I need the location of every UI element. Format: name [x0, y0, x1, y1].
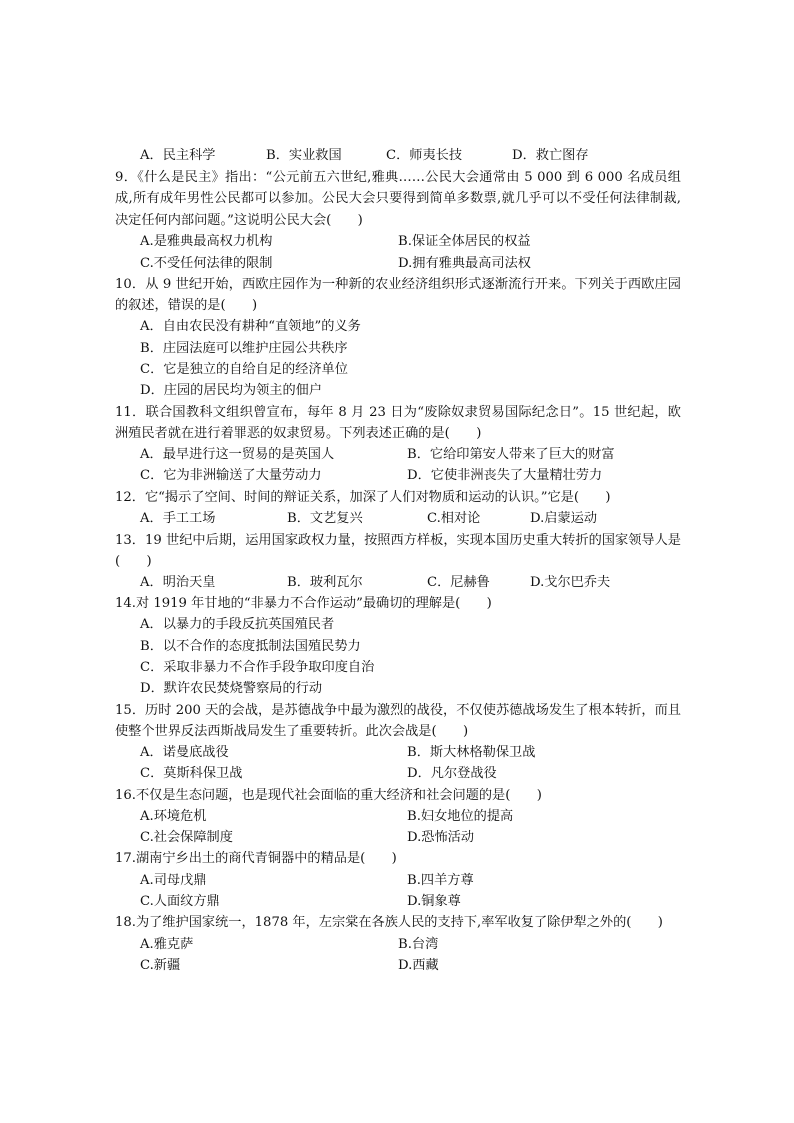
q9-option-a: A.是雅典最高权力机构 [140, 234, 273, 249]
q10-option-c: C．它是独立的自给自足的经济单位 [140, 362, 348, 377]
q18-option-b: B.台湾 [398, 937, 439, 952]
q8-option-c: C．师夷长技 [386, 148, 463, 163]
q18-stem: 18.为了维护国家统一，1878 年，左宗棠在各族人民的支持下,率军收复了除伊犁之外的( ) [115, 915, 663, 930]
q10-option-b: B．庄园法庭可以维护庄园公共秩序 [140, 341, 348, 356]
q8-option-d: D．救亡图存 [512, 148, 589, 163]
q11-option-b: B．它给印第安人带来了巨大的财富 [407, 447, 615, 462]
q12-option-b: B．文艺复兴 [287, 511, 363, 526]
q10-option-a: A．自由农民没有耕种“直领地”的义务 [140, 319, 361, 334]
q17-option-c: C.人面纹方鼎 [140, 894, 220, 909]
q14-option-d: D．默许农民焚烧警察局的行动 [140, 681, 323, 696]
q8-option-b: B．实业救国 [266, 148, 342, 163]
q16-option-a: A.环境危机 [140, 809, 207, 824]
q17-option-b: B.四羊方尊 [407, 873, 474, 888]
q14-option-b: B．以不合作的态度抵制法国殖民势力 [140, 639, 361, 654]
q14-option-c: C．采取非暴力不合作手段争取印度自治 [140, 660, 375, 675]
q15-option-a: A．诺曼底战役 [140, 745, 229, 760]
q12-option-a: A．手工工场 [140, 511, 216, 526]
q9-stem: 9．《什么是民主》指出：“公元前五六世纪,雅典……公民大会通常由 5 000 到 6 000 名成员组成,所有成年男性公民都可以参加。公民大会只要得到简单多数票,就几乎可以不受任何法律制裁,决定任何内部问题。”这说明公民大会( ) [115, 170, 681, 228]
q13-option-c: C．尼赫鲁 [427, 575, 490, 590]
q13-option-b: B．玻利瓦尔 [287, 575, 363, 590]
q11-stem: 11．联合国教科文组织曾宣布，每年 8 月 23 日为“废除奴隶贸易国际纪念日”。15 世纪起，欧洲殖民者就在进行着罪恶的奴隶贸易。下列表述正确的是( ) [115, 405, 681, 442]
q14-option-a: A．以暴力的手段反抗英国殖民者 [140, 617, 335, 632]
q15-option-c: C．莫斯科保卫战 [140, 766, 243, 781]
q15-stem: 15．历时 200 天的会战，是苏德战争中最为激烈的战役，不仅使苏德战场发生了根本转折，而且使整个世界反法西斯战局发生了重要转折。此次会战是( ) [115, 703, 681, 740]
q16-stem: 16.不仅是生态问题，也是现代社会面临的重大经济和社会问题的是( ) [115, 788, 542, 803]
q9-option-c: C.不受任何法律的限制 [140, 256, 273, 271]
q18-option-a: A.雅克萨 [140, 937, 194, 952]
q13-option-d: D.戈尔巴乔夫 [530, 575, 611, 590]
q16-option-c: C.社会保障制度 [140, 830, 233, 845]
q15-option-b: B．斯大林格勒保卫战 [407, 745, 536, 760]
q9-option-d: D.拥有雅典最高司法权 [398, 256, 531, 271]
q16-option-d: D.恐怖活动 [407, 830, 475, 845]
q14-stem: 14.对 1919 年甘地的“非暴力不合作运动”最确切的理解是( ) [115, 596, 492, 611]
q15-option-d: D．凡尔登战役 [407, 766, 497, 781]
q17-option-a: A.司母戊鼎 [140, 873, 207, 888]
q12-option-c: C.相对论 [427, 511, 481, 526]
q9-option-b: B.保证全体居民的权益 [398, 234, 531, 249]
q12-stem: 12．它“揭示了空间、时间的辩证关系，加深了人们对物质和运动的认识。”它是( ) [115, 490, 611, 505]
q13-stem: 13．19 世纪中后期，运用国家政权力量，按照西方样板，实现本国历史重大转折的国家领导人是( ) [115, 533, 681, 570]
q16-option-b: B.妇女地位的提高 [407, 809, 514, 824]
q8-option-a: A．民主科学 [140, 148, 216, 163]
q10-option-d: D．庄园的居民均为领主的佃户 [140, 383, 323, 398]
q10-stem: 10．从 9 世纪开始，西欧庄园作为一种新的农业经济组织形式逐渐流行开来。下列关于西欧庄园的叙述，错误的是( ) [115, 277, 681, 314]
q11-option-d: D．它使非洲丧失了大量精壮劳力 [407, 468, 603, 483]
q12-option-d: D.启蒙运动 [530, 511, 598, 526]
q17-option-d: D.铜象尊 [407, 894, 461, 909]
q17-stem: 17.湖南宁乡出土的商代青铜器中的精品是( ) [115, 851, 397, 866]
q18-option-d: D.西藏 [398, 958, 439, 973]
q13-option-a: A．明治天皇 [140, 575, 216, 590]
q11-option-c: C．它为非洲输送了大量劳动力 [140, 468, 322, 483]
q18-option-c: C.新疆 [140, 958, 181, 973]
q11-option-a: A．最早进行这一贸易的是英国人 [140, 447, 335, 462]
